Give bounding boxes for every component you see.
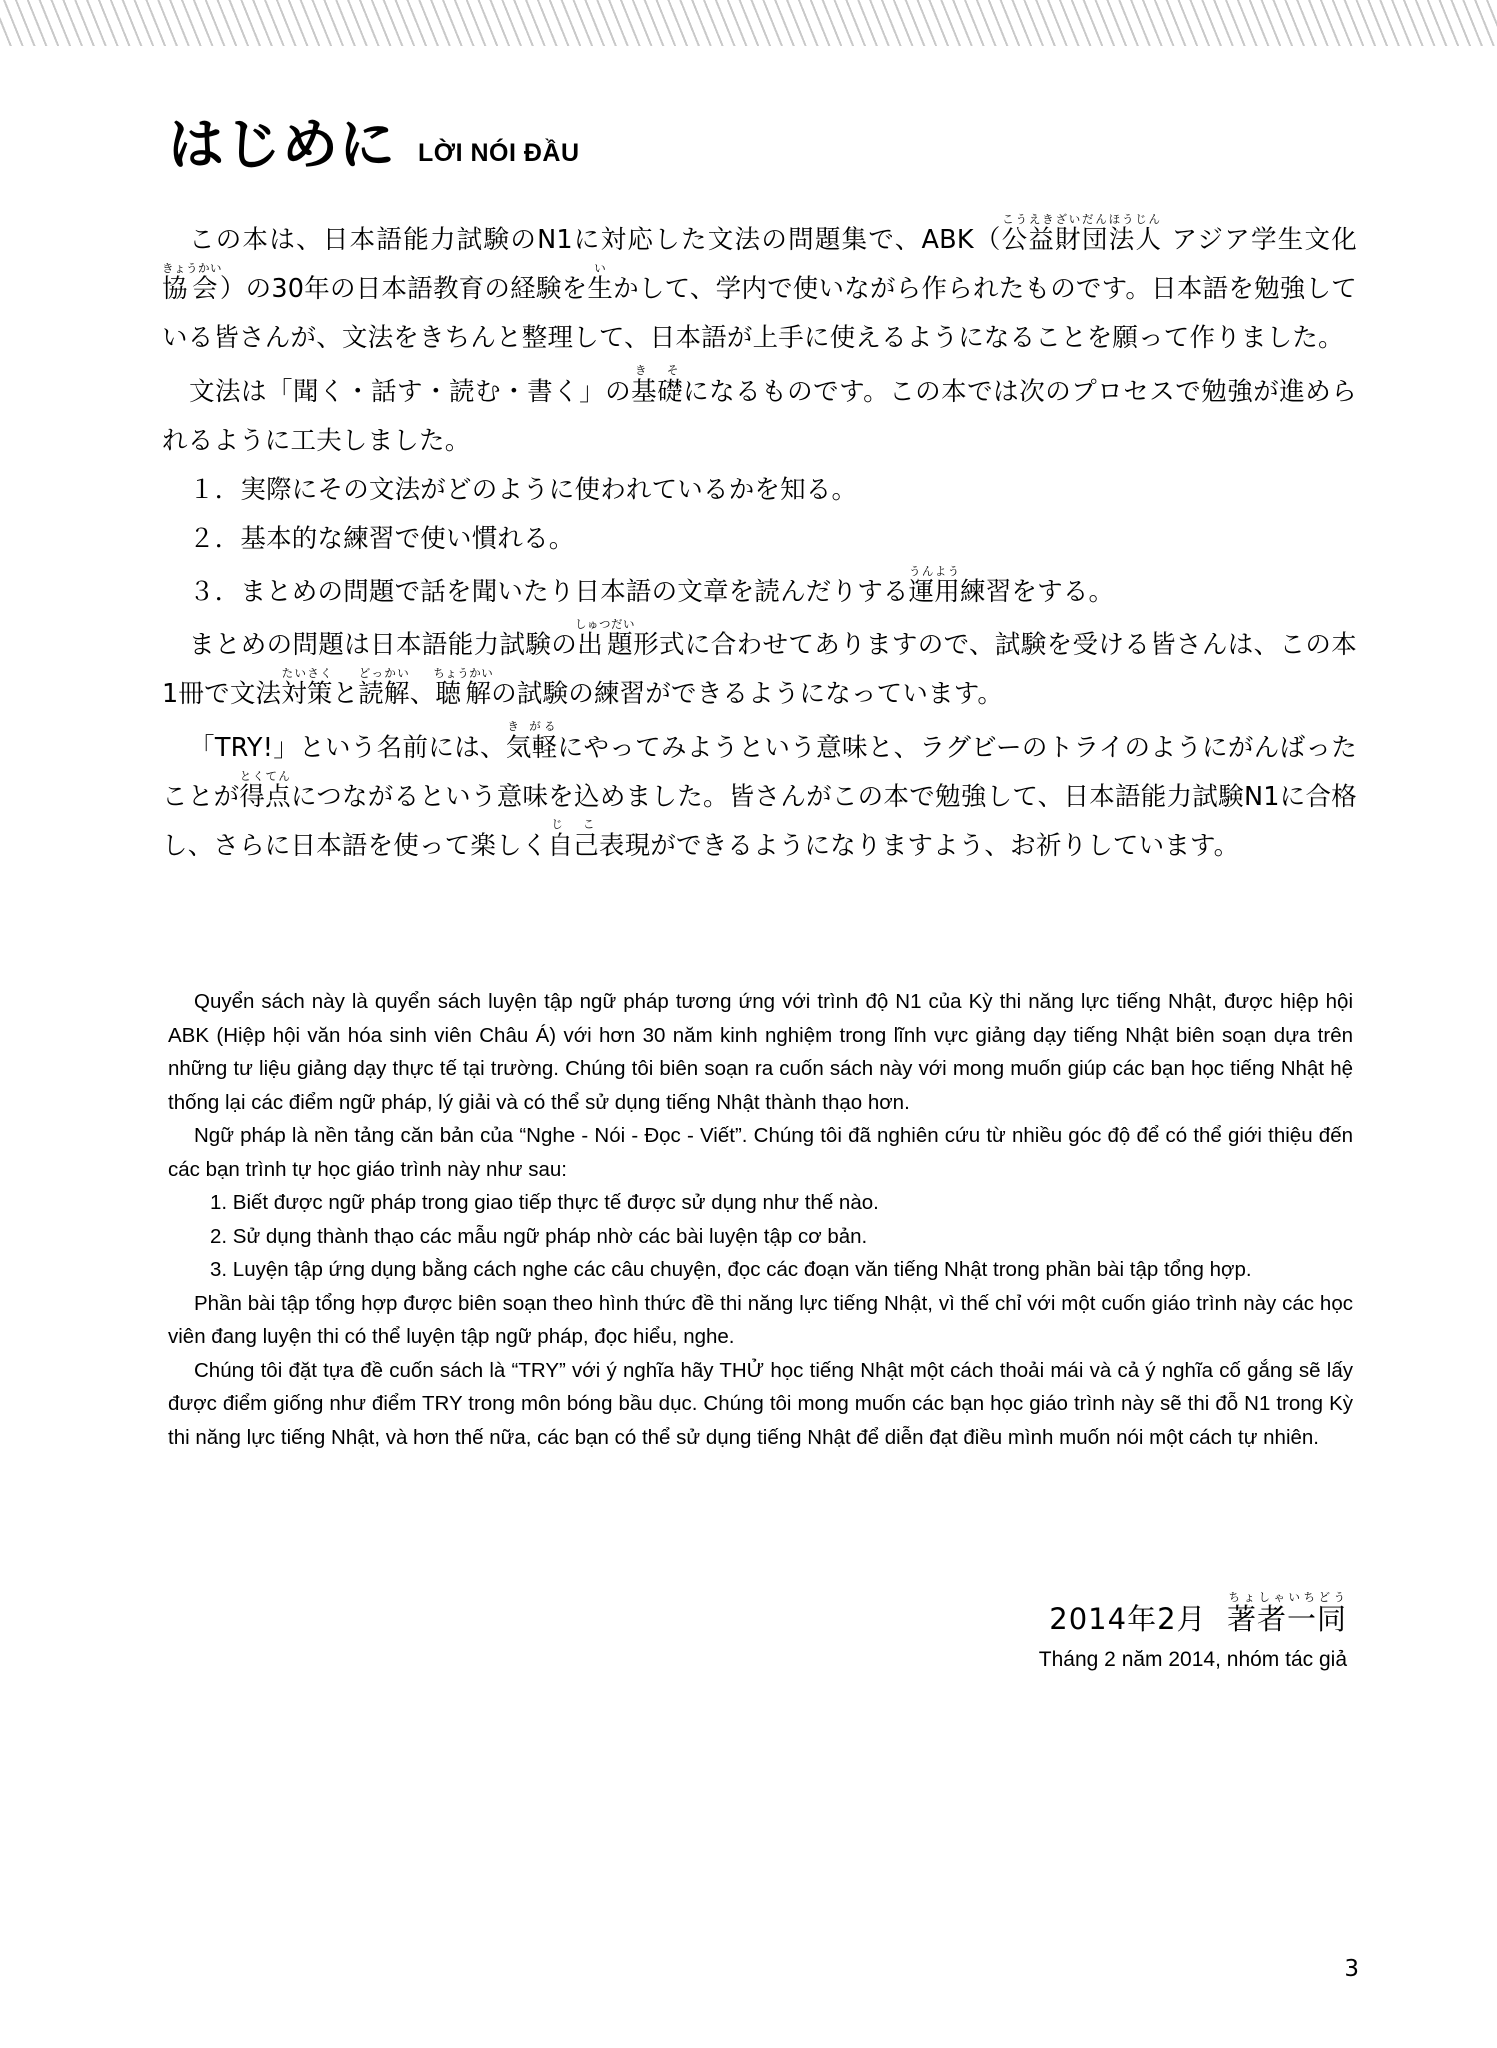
jp-p1-ruby-1-base: 公益財団法人 — [1001, 225, 1163, 255]
jp-p3-ruby-1-base: 出題 — [575, 630, 636, 660]
japanese-paragraph-1 — [162, 212, 1357, 363]
signature-author-reading: ちょしゃいちどう — [1226, 1590, 1347, 1604]
jp-item3-text-a: ３．まとめの問題で話を聞いたり日本語の文章を読んだりする — [189, 577, 909, 607]
jp-p4-text-b: にやってみようという意味と、ラグビーのトライのようにがんばったことが — [162, 733, 1357, 812]
jp-p1-ruby-3-reading: い — [587, 261, 614, 275]
jp-p2-ruby-1-reading: き そ — [631, 363, 683, 377]
japanese-paragraph-2 — [162, 363, 1357, 466]
jp-p4-ruby-2-reading: とくてん — [239, 769, 291, 783]
page-title-vietnamese: LỜI NÓI ĐẦU — [418, 139, 580, 167]
jp-p1-text-c: ）の30年の日本語教育の経験を — [219, 274, 588, 304]
jp-p4-ruby-1-base: 気軽 — [505, 733, 558, 763]
japanese-list-item-3 — [162, 564, 1357, 617]
jp-p2-text-b: になるものです。この本では次のプロセスで勉強が進められるように工夫しました。 — [162, 377, 1357, 456]
vietnamese-list-item-1: 1. Biết được ngữ pháp trong giao tiếp thực tế được sử dụng như thế nào. — [210, 1191, 879, 1214]
signature-author-japanese: 著者一同 — [1226, 1602, 1347, 1636]
jp-p4-ruby-3 — [547, 817, 599, 861]
vietnamese-paragraph-3: Phần bài tập tổng hợp được biên soạn theo hình thức đề thi năng lực tiếng Nhật, vì thế chỉ với một cuốn giáo trình này các học viên đang luyện thi có thể luyện tập ngữ pháp, đọc hiểu, nghe. — [168, 1291, 1353, 1348]
vietnamese-list-item-3: 3. Luyện tập ứng dụng bằng cách nghe các câu chuyện, đọc các đoạn văn tiếng Nhật trong phần bài tập tổng hợp. — [210, 1258, 1252, 1281]
jp-p3-ruby-1-reading: しゅつだい — [575, 617, 636, 631]
page-title — [168, 113, 580, 178]
jp-p3-ruby-2-reading: たいさく — [281, 666, 333, 680]
jp-p3-ruby-2-base: 対策 — [281, 679, 333, 709]
jp-p1-ruby-2-reading: きょうかい — [162, 261, 222, 275]
jp-p3-text-b: 形式に合わせてありますので、試験を受ける皆さんは、この本1冊で文法 — [162, 630, 1357, 709]
japanese-body — [162, 212, 1357, 871]
jp-p3-text-d: 、 — [409, 679, 436, 709]
jp-p4-ruby-1-reading: き がる — [505, 719, 558, 733]
jp-p2-ruby-1-base: 基礎 — [631, 377, 684, 407]
jp-p3-text-a: まとめの問題は日本語能力試験の — [189, 630, 578, 660]
jp-p1-ruby-3-base: 生 — [587, 274, 614, 304]
jp-p3-ruby-4-reading: ちょうかい — [433, 666, 494, 680]
signature-date-japanese: 2014年2月 — [1049, 1602, 1207, 1636]
decorative-stripe-band — [0, 0, 1497, 46]
jp-p3-ruby-3-base: 読解 — [358, 679, 410, 709]
jp-p1-ruby-2-base: 協会 — [162, 274, 222, 304]
jp-p4-text-c: につながるという意味を込めました。皆さんがこの本で勉強して、日本語能力試験N1に合格し、さらに日本語を使って楽しく — [162, 782, 1357, 861]
page-number: 3 — [1344, 1956, 1359, 1982]
vietnamese-paragraph-1: Quyển sách này là quyển sách luyện tập ngữ pháp tương ứng với trình độ N1 của Kỳ thi năng lực tiếng Nhật, được hiệp hội ABK (Hiệp hội văn hóa sinh viên Châu Á) với hơn 30 năm kinh nghiệm trong lĩnh vực giảng dạy tiếng Nhật biên soạn dựa trên những tư liệu giảng dạy thực tế tại trường. Chúng tôi biên soạn ra cuốn sách này với mong muốn giúp các bạn học tiếng Nhật hệ thống lại các điểm ngữ pháp, lý giải và có thể sử dụng tiếng Nhật thành thạo hơn. — [168, 990, 1353, 1114]
jp-p1-ruby-1-reading: こうえきざいだんほうじん — [1001, 212, 1162, 226]
jp-p4-text-a: 「TRY!」という名前には、 — [189, 733, 506, 763]
jp-item3-ruby — [908, 564, 961, 607]
vietnamese-body — [168, 985, 1353, 1454]
jp-p3-text-e: の試験の練習ができるようになっています。 — [491, 679, 1004, 709]
jp-p3-ruby-1 — [575, 617, 636, 660]
jp-p4-ruby-1 — [505, 719, 558, 763]
vietnamese-paragraph-2: Ngữ pháp là nền tảng căn bản của “Nghe - Nói - Đọc - Viết”. Chúng tôi đã nghiên cứu từ nhiều góc độ để có thể giới thiệu đến các bạn trình tự học giáo trình này như sau: — [168, 1124, 1353, 1181]
jp-p1-text-a: この本は、日本語能力試験のN1に対応した文法の問題集で、ABK（ — [189, 225, 1002, 255]
jp-p1-text-d: かして、学内で使いながら作られたものです。日本語を勉強している皆さんが、文法をきちんと整理して、日本語が上手に使えるようになることを願って作りました。 — [162, 274, 1357, 353]
signature-author-ruby — [1226, 1590, 1347, 1636]
japanese-list-item-2: ２．基本的な練習で使い慣れる。 — [189, 524, 575, 554]
jp-p3-ruby-3 — [358, 666, 410, 709]
japanese-paragraph-4 — [162, 719, 1357, 871]
jp-p3-text-c: と — [332, 679, 359, 709]
vietnamese-paragraph-4: Chúng tôi đặt tựa đề cuốn sách là “TRY” với ý nghĩa hãy THỬ học tiếng Nhật một cách thoải mái và cả ý nghĩa cố gắng sẽ lấy được điểm giống như điểm TRY trong môn bóng bầu dục. Chúng tôi mong muốn các bạn học giáo trình này sẽ thi đỗ N1 trong Kỳ thi năng lực tiếng Nhật, và hơn thế nữa, các bạn có thể sử dụng tiếng Nhật để diễn đạt điều mình muốn nói một cách tự nhiên. — [168, 1358, 1353, 1449]
jp-p3-ruby-4-base: 聴解 — [433, 679, 494, 709]
signature-japanese — [1039, 1590, 1347, 1641]
jp-p3-ruby-4 — [433, 666, 494, 709]
jp-p3-ruby-3-reading: どっかい — [358, 666, 410, 680]
signature-block — [1039, 1590, 1347, 1675]
japanese-paragraph-3 — [162, 617, 1357, 719]
jp-p1-ruby-2 — [162, 261, 222, 304]
jp-p4-ruby-3-base: 自己 — [547, 831, 599, 861]
jp-item3-text-b: 練習をする。 — [960, 577, 1115, 607]
vietnamese-list-item-2: 2. Sử dụng thành thạo các mẫu ngữ pháp nhờ các bài luyện tập cơ bản. — [210, 1224, 868, 1248]
jp-p4-ruby-2-base: 得点 — [239, 782, 291, 812]
page-title-japanese: はじめに — [168, 113, 396, 178]
jp-p1-text-b: アジア学生文化 — [1162, 225, 1358, 255]
jp-p4-ruby-3-reading: じ こ — [547, 817, 599, 831]
jp-p1-ruby-1 — [1001, 212, 1163, 255]
jp-item3-ruby-base: 運用 — [908, 577, 961, 607]
japanese-list-item-1: １．実際にその文法がどのように使われているかを知る。 — [189, 475, 858, 505]
jp-p1-ruby-3 — [587, 261, 614, 304]
jp-p2-ruby-1 — [631, 363, 684, 407]
jp-p2-text-a: 文法は「聞く・話す・読む・書く」の — [189, 377, 632, 407]
signature-vietnamese: Tháng 2 năm 2014, nhóm tác giả — [1038, 1648, 1347, 1671]
jp-p4-ruby-2 — [239, 769, 291, 812]
vietnamese-list — [168, 1186, 1353, 1287]
jp-item3-ruby-reading: うんよう — [908, 564, 961, 578]
jp-p4-text-d: 表現ができるようになりますよう、お祈りしています。 — [598, 831, 1240, 861]
jp-p3-ruby-2 — [281, 666, 333, 709]
